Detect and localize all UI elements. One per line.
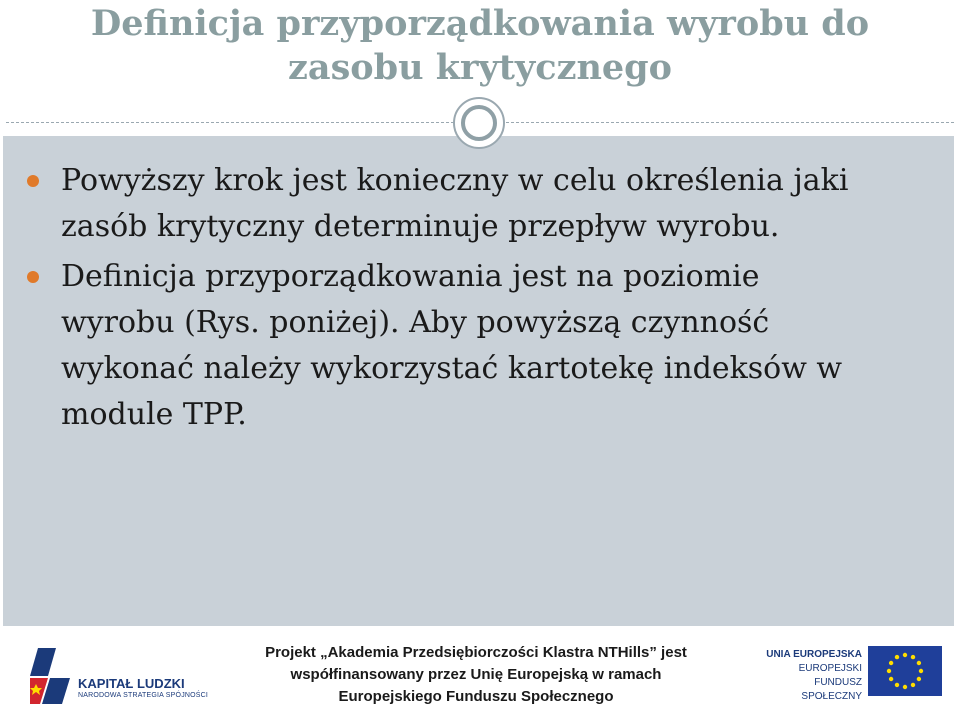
eu-logo [758, 644, 948, 708]
bullet-list [61, 158, 941, 438]
content-area [3, 136, 954, 626]
bullet-2-line-2: wyrobu (Rys. poniżej). Aby powyższą czynność [61, 305, 770, 340]
slide-ring-ornament-icon [453, 97, 505, 149]
bullet-item-1 [61, 158, 941, 250]
kapital-ludzki-name: KAPITAŁ LUDZKI [78, 676, 185, 691]
project-info [226, 642, 726, 708]
bullet-1-line-1: Powyższy krok jest konieczny w celu określenia jaki [61, 163, 849, 198]
project-line-2: współfinansowany przez Unię Europejską w ramach [290, 666, 662, 683]
eu-logo-text [758, 648, 862, 704]
eu-line-1: UNIA EUROPEJSKA [766, 649, 862, 660]
slide-title-line-1: Definicja przyporządkowania wyrobu do [90, 3, 870, 44]
bullet-1-line-2: zasób krytyczny determinuje przepływ wyrobu. [61, 209, 780, 244]
kapital-ludzki-logo-icon [30, 646, 74, 708]
project-line-1: Projekt „Akademia Przedsiębiorczości Klastra NTHills” jest [265, 644, 687, 661]
kapital-ludzki-subtitle: NARODOWA STRATEGIA SPÓJNOŚCI [78, 692, 209, 699]
slide-title-line-2: zasobu krytycznego [288, 47, 672, 88]
bullet-item-2 [61, 254, 941, 438]
project-line-3: Europejskiego Funduszu Społecznego [338, 688, 614, 705]
bullet-dot-icon [27, 271, 39, 283]
eu-flag-icon [868, 646, 942, 696]
eu-line-2: EUROPEJSKI [798, 663, 862, 674]
eu-line-3: FUNDUSZ SPOŁECZNY [801, 677, 862, 702]
bullet-2-line-4: module TPP. [61, 397, 247, 432]
kapital-ludzki-logo [30, 646, 209, 708]
bullet-2-line-3: wykonać należy wykorzystać kartotekę indeksów w [61, 351, 843, 386]
slide-ring-inner [461, 105, 497, 141]
bullet-2-line-1: Definicja przyporządkowania jest na poziomie [61, 259, 760, 294]
eu-flag-stars [868, 646, 942, 696]
bullet-dot-icon [27, 175, 39, 187]
footer [0, 628, 960, 724]
slide-title [0, 2, 960, 90]
